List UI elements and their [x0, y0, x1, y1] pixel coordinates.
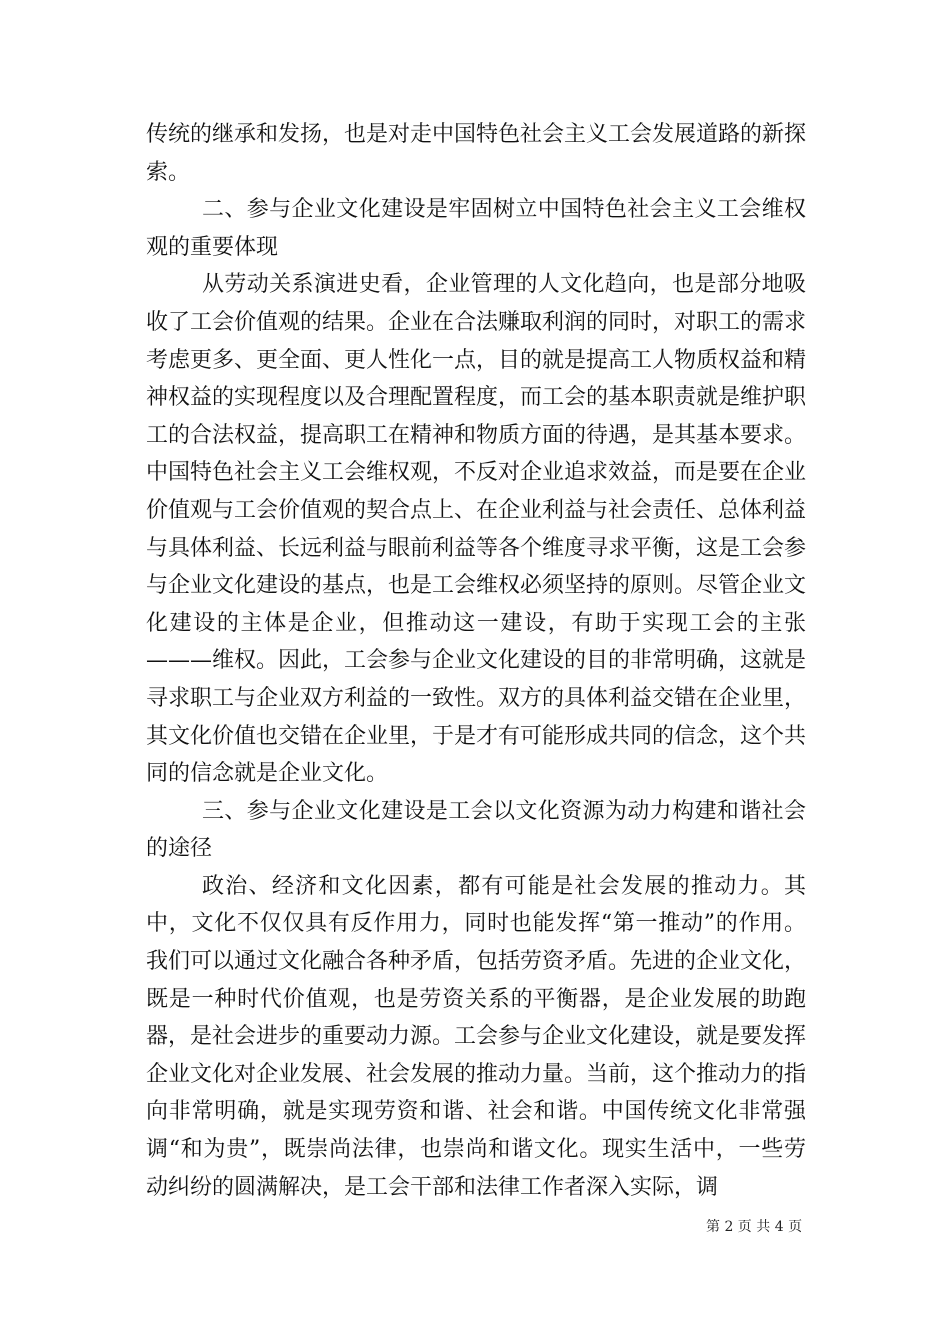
paragraph-body: 从劳动关系演进史看，企业管理的人文化趋向，也是部分地吸收了工会价值观的结果。企业在合法赚取利润的同时，对职工的需求考虑更多、更全面、更人性化一点，目的就是提高工人物质权益和精神权益的实现程度以及合理配置程度，而工会的基本职责就是维护职工的合法权益，提高职工在精神和物质方面的待遇，是其基本要求。中国特色社会主义工会维权观，不反对企业追求效益，而是要在企业价值观与工会价值观的契合点上、在企业利益与社会责任、总体利益与具体利益、长远利益与眼前利益等各个维度寻求平衡，这是工会参与企业文化建设的基点，也是工会维权必须坚持的原则。尽管企业文化建设的主体是企业，但推动这一建设，有助于实现工会的主张———维权。因此，工会参与企业文化建设的目的非常明确，这就是寻求职工与企业双方利益的一致性。双方的具体利益交错在企业里，其文化价值也交错在企业里，于是才有可能形成共同的信念，这个共同的信念就是企业文化。	[146, 272, 807, 787]
page-number: 第 2 页 共 4 页	[706, 1219, 803, 1235]
paragraph-continuation: 传统的继承和发扬，也是对走中国特色社会主义工会发展道路的新探索。	[146, 122, 807, 185]
document-body	[146, 116, 806, 1206]
section-heading-2: 二、参与企业文化建设是牢固树立中国特色社会主义工会维权观的重要体现	[146, 197, 806, 260]
paragraph-body: 政治、经济和文化因素，都有可能是社会发展的推动力。其中，文化不仅仅具有反作用力，同时也能发挥“第一推动”的作用。我们可以通过文化融合各种矛盾，包括劳资矛盾。先进的企业文化，既是一种时代价值观，也是劳资关系的平衡器，是企业发展的助跑器，是社会进步的重要动力源。工会参与企业文化建设，就是要发挥企业文化对企业发展、社会发展的推动力量。当前，这个推动力的指向非常明确，就是实现劳资和谐、社会和谐。中国传统文化非常强调“和为贵”，既崇尚法律，也崇尚和谐文化。现实生活中，一些劳动纠纷的圆满解决，是工会干部和法律工作者深入实际，调	[146, 873, 807, 1200]
section-heading-3: 三、参与企业文化建设是工会以文化资源为动力构建和谐社会的途径	[146, 798, 806, 862]
